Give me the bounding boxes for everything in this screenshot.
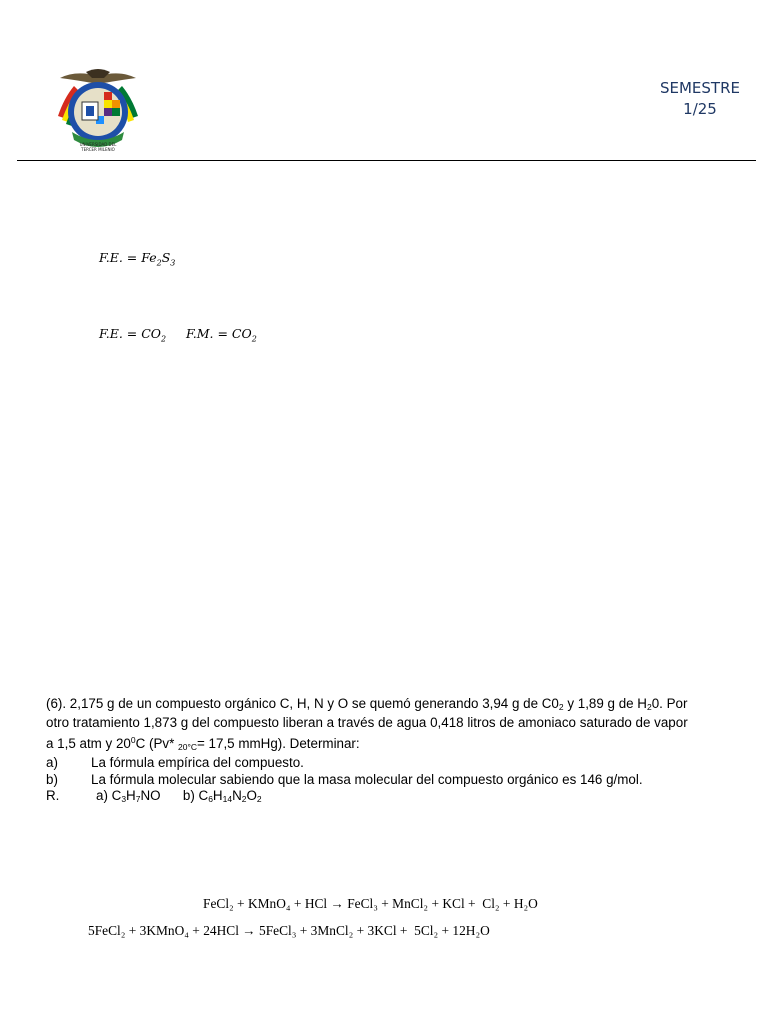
fm-label: F.M. [186, 326, 214, 341]
text: (6). 2,175 g de un compuesto orgánico C, H, N y O se quemó generando 3,94 g de C0 [46, 696, 559, 711]
text: y 1,89 g de H [563, 696, 647, 711]
text: NO [140, 788, 161, 804]
sup: 0 [130, 734, 136, 745]
fe-compound: CO [141, 326, 162, 341]
svg-text:UNIVERSIDAD DEL: UNIVERSIDAD DEL [79, 142, 117, 147]
text: H [126, 788, 136, 804]
fe-label: F.E. [99, 250, 123, 265]
s-subscript: 3 [170, 258, 176, 268]
text: C (Pv* [135, 735, 179, 751]
fm-compound-subscript: 2 [251, 334, 257, 344]
header-divider [17, 160, 756, 161]
problem-answer [46, 788, 736, 807]
balanced-equation: 5FeCl₂ + 3KMnO₄ + 24HCl → 5FeCl₃ + 3MnCl₂ + 3KCl + 5Cl₂ + 12H₂O [88, 923, 490, 938]
text: H [212, 788, 223, 804]
sub: 6 [208, 794, 213, 805]
svg-text:TERCER MILENIO: TERCER MILENIO [81, 147, 115, 152]
semester-block [640, 78, 760, 120]
fe-subscript: 2 [156, 258, 162, 268]
problem-item-a [46, 755, 736, 771]
unbalanced-equation: FeCl₂ + KMnO₄ + HCl → FeCl₃ + MnCl₂ + KCl + Cl₂ + H₂O [203, 896, 538, 911]
fe-symbol: Fe [141, 250, 157, 265]
text: N [232, 788, 242, 804]
sub: 3 [121, 794, 127, 805]
answer-label: R. [46, 788, 60, 804]
sub: 2 [256, 794, 262, 805]
sub: 20°C [178, 741, 198, 752]
sub: 2 [646, 702, 652, 712]
semester-value: 1/25 [683, 100, 717, 118]
item-label: b) [46, 771, 58, 787]
fe-compound-subscript: 2 [161, 334, 167, 344]
item-text: La fórmula empírica del compuesto. [91, 755, 304, 771]
problem-item-b [46, 772, 736, 788]
sub: 2 [241, 794, 247, 805]
semester-label: SEMESTRE [659, 79, 740, 97]
sub: 14 [222, 794, 233, 805]
answer-b: b) C [182, 788, 209, 804]
text: a 1,5 atm y 20 [46, 735, 131, 751]
item-text: La fórmula molecular sabiendo que la masa molecular del compuesto orgánico es 146 g/mol. [91, 771, 643, 787]
fe-label: F.E. [99, 326, 123, 341]
answer-a: a) C [96, 788, 122, 804]
problem-line-3 [46, 732, 736, 755]
s-symbol: S [161, 250, 171, 265]
sub: 2 [558, 702, 564, 712]
text: O [246, 788, 257, 804]
problem-line-1 [46, 696, 736, 715]
university-logo [56, 68, 140, 158]
problem-6 [46, 696, 736, 807]
formula-pair: F.E. = $CO_2$ F.M. = $CO_2$ [99, 326, 257, 344]
text: 0. Por [651, 696, 688, 711]
problem-line-2: otro tratamiento 1,873 g del compuesto liberan a través de agua 0,418 litros de amoniaco saturado de vapor [46, 715, 688, 731]
sub: 7 [135, 794, 141, 805]
item-label: a) [46, 755, 58, 771]
empirical-formula-1: F.E. = $Fe_2S_3$ [99, 250, 176, 268]
fm-compound: CO [231, 326, 252, 341]
text: = 17,5 mmHg). Determinar: [197, 735, 360, 751]
